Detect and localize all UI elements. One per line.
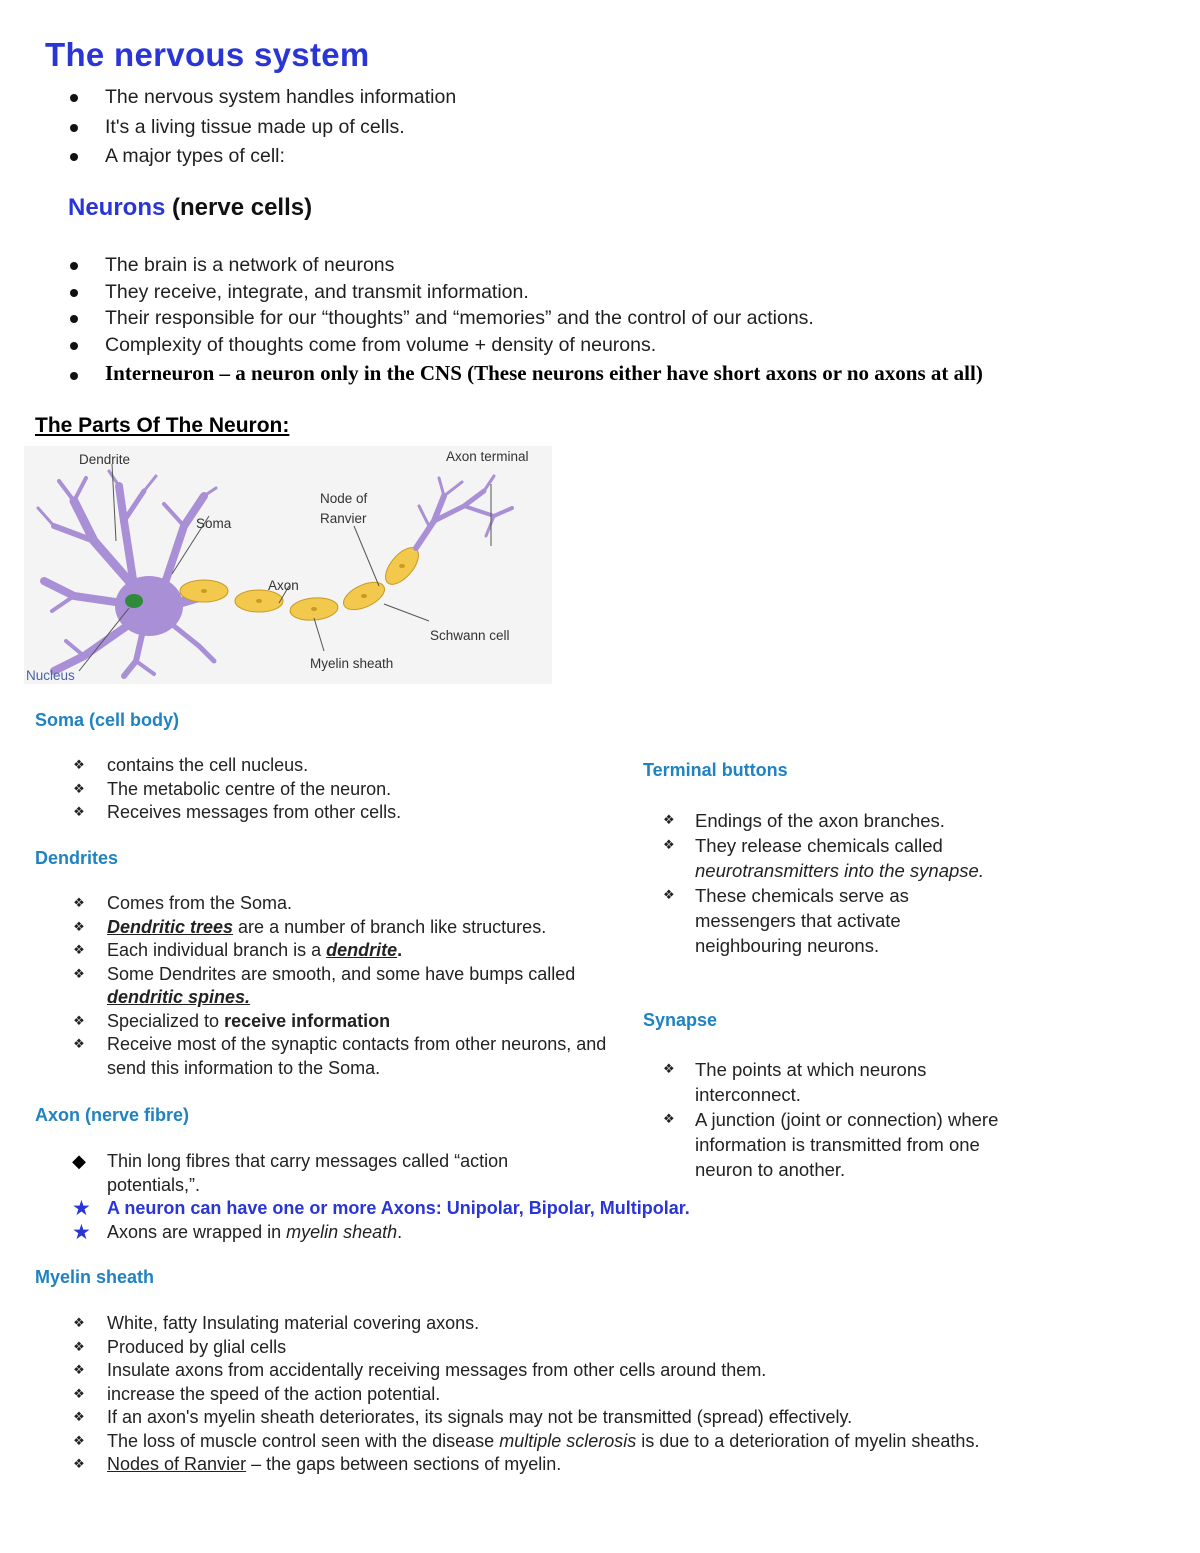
myelin-list (72, 1312, 1002, 1477)
diamond-bullet-icon: ❖ (73, 1363, 85, 1378)
diamond-bullet-icon: ❖ (663, 813, 675, 828)
list-item: ❖ Dendritic trees are a number of branch like structures. (72, 916, 632, 940)
axon-heading: Axon (nerve fibre) (35, 1105, 190, 1125)
list-item: ❖ A junction (joint or connection) where information is transmitted from one neuron to another. (663, 1109, 999, 1180)
list-item: ❖ These chemicals serve as messengers that activate neighbouring neurons. (663, 885, 909, 956)
list-item: A major types of cell: (70, 143, 1170, 170)
list-item: ★ Axons are wrapped in myelin sheath. (72, 1219, 403, 1244)
intro-list (70, 84, 1170, 170)
diamond-bullet-icon: ❖ (663, 1062, 675, 1077)
list-item: ❖ The points at which neurons interconnect. (663, 1059, 927, 1105)
label-soma: Soma (196, 516, 232, 531)
list-item: ❖ increase the speed of the action potential. (72, 1383, 1002, 1407)
list-item: ❖ If an axon's myelin sheath deteriorates, its signals may not be transmitted (spread) effectively. (72, 1406, 1002, 1430)
nucleus-shape (125, 594, 143, 608)
dendrite-branches (38, 471, 216, 676)
dendrites-heading: Dendrites (35, 848, 119, 868)
diamond-bullet-icon: ❖ (73, 919, 85, 935)
neurons-heading-rest: (nerve cells) (165, 194, 313, 221)
list-item: ★ A neuron can have one or more Axons: Unipolar, Bipolar, Multipolar. (72, 1196, 690, 1220)
label-node-line1: Node of (320, 491, 368, 506)
label-axon: Axon (268, 578, 299, 593)
list-item: ❖ Produced by glial cells (72, 1336, 1002, 1360)
myelin-heading: Myelin sheath (35, 1267, 155, 1287)
list-item: ◆ Thin long fibres that carry messages called “action potentials,”. (72, 1151, 509, 1195)
list-item: ❖ They release chemicals called neurotransmitters into the synapse. (663, 835, 984, 881)
list-item: ❖ Endings of the axon branches. (663, 810, 945, 831)
diamond-bullet-icon: ❖ (73, 1386, 85, 1402)
list-item: ❖ Receive most of the synaptic contacts from other neurons, and send this information to the Soma. (73, 1034, 607, 1078)
list-item: Interneuron – a neuron only in the CNS (These neurons either have short axons or no axons at all) (70, 360, 1180, 387)
neuron-illustration (24, 446, 552, 684)
parts-heading: The Parts Of The Neuron: (35, 414, 290, 437)
list-item: They receive, integrate, and transmit information. (70, 279, 1180, 306)
list-item: ❖ Some Dendrites are smooth, and some have bumps called dendritic spines. (73, 963, 576, 1007)
list-item: Complexity of thoughts come from volume + density of neurons. (70, 332, 1180, 359)
diamond-bullet-icon: ❖ (73, 1433, 85, 1449)
terminal-heading: Terminal buttons (643, 760, 788, 780)
soma-heading: Soma (cell body) (35, 710, 180, 730)
star-bullet-icon: ★ (72, 1196, 91, 1220)
neurons-heading (68, 194, 312, 222)
list-item: It's a living tissue made up of cells. (70, 114, 1170, 141)
solid-diamond-bullet-icon: ◆ (72, 1151, 86, 1172)
list-item: ❖ Specialized to receive information (72, 1010, 632, 1034)
label-schwann-cell: Schwann cell (430, 628, 510, 643)
soma-shape (115, 576, 183, 636)
diamond-bullet-icon: ❖ (73, 943, 85, 958)
label-dendrite: Dendrite (79, 452, 131, 467)
axon-terminal-branches (416, 476, 512, 548)
synapse-heading: Synapse (643, 1010, 718, 1030)
diamond-bullet-icon: ❖ (73, 966, 85, 982)
list-item: ❖ The metabolic centre of the neuron. (72, 778, 632, 802)
list-item: ❖ Comes from the Soma. (72, 892, 632, 916)
diamond-bullet-icon: ❖ (73, 1316, 85, 1331)
page-title: The nervous system (45, 36, 370, 73)
diamond-bullet-icon: ❖ (663, 1112, 675, 1127)
terminal-list (645, 808, 1005, 958)
list-item: ❖ Nodes of Ranvier – the gaps between sections of myelin. (72, 1453, 1002, 1477)
neurons-list (70, 252, 1180, 387)
diamond-bullet-icon: ❖ (73, 1037, 85, 1052)
myelin-segments (180, 542, 425, 622)
diamond-bullet-icon: ❖ (73, 1013, 85, 1029)
list-item: The brain is a network of neurons (70, 252, 1180, 279)
label-nucleus: Nucleus (26, 668, 75, 683)
diamond-bullet-icon: ❖ (73, 758, 85, 773)
diamond-bullet-icon: ❖ (73, 781, 85, 797)
diamond-bullet-icon: ❖ (663, 838, 675, 853)
list-item: ❖ Insulate axons from accidentally receiving messages from other cells around them. (72, 1359, 1002, 1383)
list-item: ❖ White, fatty Insulating material covering axons. (72, 1312, 1002, 1336)
diamond-bullet-icon: ❖ (73, 1339, 85, 1355)
star-bullet-icon: ★ (72, 1219, 91, 1244)
label-myelin-sheath: Myelin sheath (310, 656, 394, 671)
label-axon-terminal: Axon terminal (446, 449, 529, 464)
synapse-list (645, 1057, 1005, 1182)
diamond-bullet-icon: ❖ (73, 896, 85, 911)
dendrites-list (72, 892, 632, 1080)
list-item: The nervous system handles information (70, 84, 1170, 111)
list-item: Their responsible for our “thoughts” and “memories” and the control of our actions. (70, 305, 1180, 332)
label-node-line2: Ranvier (320, 511, 367, 526)
neurons-heading-colored: Neurons (68, 194, 166, 221)
neuron-diagram (24, 446, 552, 684)
list-item: ❖ contains the cell nucleus. (72, 754, 632, 778)
diamond-bullet-icon: ❖ (73, 805, 85, 820)
soma-list (72, 754, 632, 825)
diamond-bullet-icon: ❖ (663, 888, 675, 903)
diamond-bullet-icon: ❖ (73, 1457, 85, 1472)
diamond-bullet-icon: ❖ (73, 1410, 85, 1425)
list-item: ❖ Receives messages from other cells. (72, 801, 632, 825)
list-item: ❖ Each individual branch is a dendrite. (72, 939, 632, 963)
list-item: ❖ The loss of muscle control seen with the disease multiple sclerosis is due to a deterioration of myelin sheaths. (72, 1430, 1017, 1454)
